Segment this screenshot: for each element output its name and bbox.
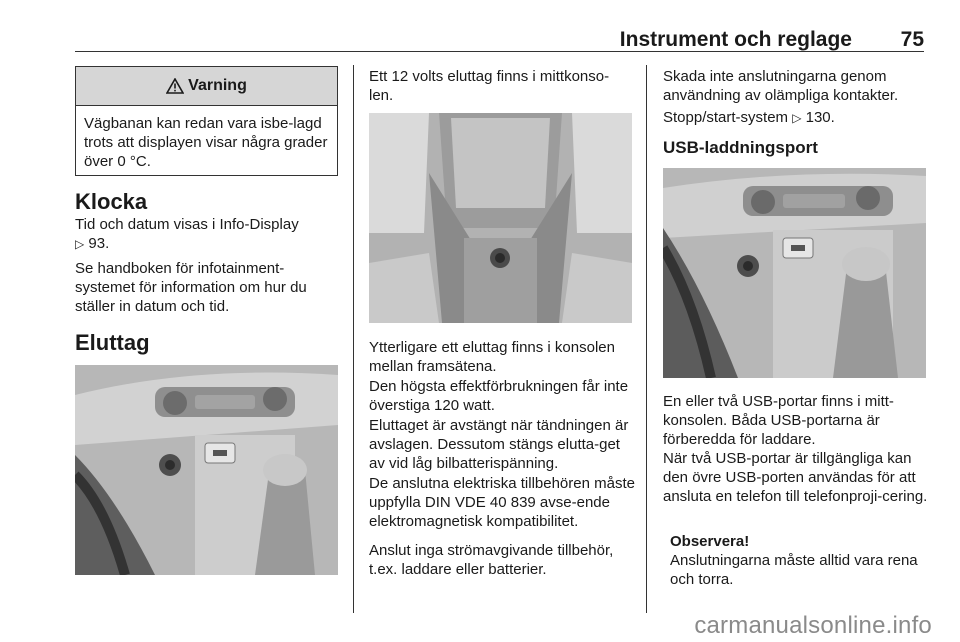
klocka-paragraph-2: Se handboken för infotainment-systemet för information om hur du ställer in datum och tid. bbox=[75, 260, 307, 315]
page-ref-arrow-icon: ▷ bbox=[75, 237, 85, 251]
note-title: Observera! bbox=[670, 533, 750, 550]
col2-paragraph-1: Ett 12 volts eluttag finns i mittkonso-len. bbox=[369, 68, 610, 104]
column-divider-left bbox=[353, 65, 354, 613]
col2-paragraph-2: Ytterligare ett eluttag finns i konsolen mellan framsätena. bbox=[369, 339, 615, 375]
col3-paragraph-3: En eller två USB-portar finns i mitt-konsolen. Båda USB-portarna är förberedda för laddare. bbox=[663, 393, 894, 448]
klocka-paragraph-1 bbox=[75, 215, 340, 254]
col3-p2-ref[interactable]: 130. bbox=[805, 109, 835, 126]
eluttag-heading: Eluttag bbox=[75, 330, 150, 355]
warning-title: Varning bbox=[188, 77, 247, 94]
watermark: carmanualsonline.info bbox=[694, 612, 932, 639]
col3-paragraph-2 bbox=[663, 108, 925, 128]
klocka-heading: Klocka bbox=[75, 189, 148, 214]
note-block bbox=[670, 532, 920, 589]
warning-box bbox=[75, 66, 338, 176]
col2-paragraph-5: De anslutna elektriska tillbehören måste uppfylla DIN VDE 40 839 avse-ende elektromagnetisk kompatibilitet. bbox=[369, 475, 635, 530]
col2-paragraph-4: Eluttaget är avstängt när tändningen är avslagen. Dessutom stängs elutta-get av vid låg bilbatterispänning. bbox=[369, 417, 629, 472]
eluttag-photo bbox=[75, 365, 338, 575]
col3-paragraph-1: Skada inte anslutningarna genom användning av olämpliga kontakter. bbox=[663, 68, 899, 104]
page-ref-arrow-icon: ▷ bbox=[792, 111, 802, 125]
klocka-p1-text: Tid och datum visas i Info-Display bbox=[75, 216, 299, 233]
header-rule bbox=[75, 51, 924, 52]
note-text: Anslutningarna måste alltid vara rena och torra. bbox=[670, 552, 918, 588]
warning-text: Vägbanan kan redan vara isbe-lagd trots att displayen visar några grader över 0 °C. bbox=[84, 115, 328, 170]
usb-heading: USB-laddningsport bbox=[663, 138, 818, 157]
usb-port-photo bbox=[663, 168, 926, 378]
armrest-socket-photo bbox=[369, 113, 632, 323]
warning-triangle-icon bbox=[166, 78, 184, 94]
page-header-title: Instrument och reglage bbox=[619, 28, 852, 51]
page-number: 75 bbox=[900, 28, 924, 51]
col3-paragraph-4: När två USB-portar är tillgängliga kan den övre USB-porten användas för att ansluta en telefon till telefonproji-cering. bbox=[663, 450, 928, 505]
warning-header bbox=[76, 67, 337, 106]
klocka-p1-ref[interactable]: 93. bbox=[88, 235, 110, 252]
column-divider-right bbox=[646, 65, 647, 613]
col2-paragraph-6: Anslut inga strömavgivande tillbehör, t.ex. laddare eller batterier. bbox=[369, 542, 614, 578]
col3-p2-text: Stopp/start-system bbox=[663, 109, 789, 126]
col2-paragraph-3: Den högsta effektförbrukningen får inte överstiga 120 watt. bbox=[369, 378, 629, 414]
